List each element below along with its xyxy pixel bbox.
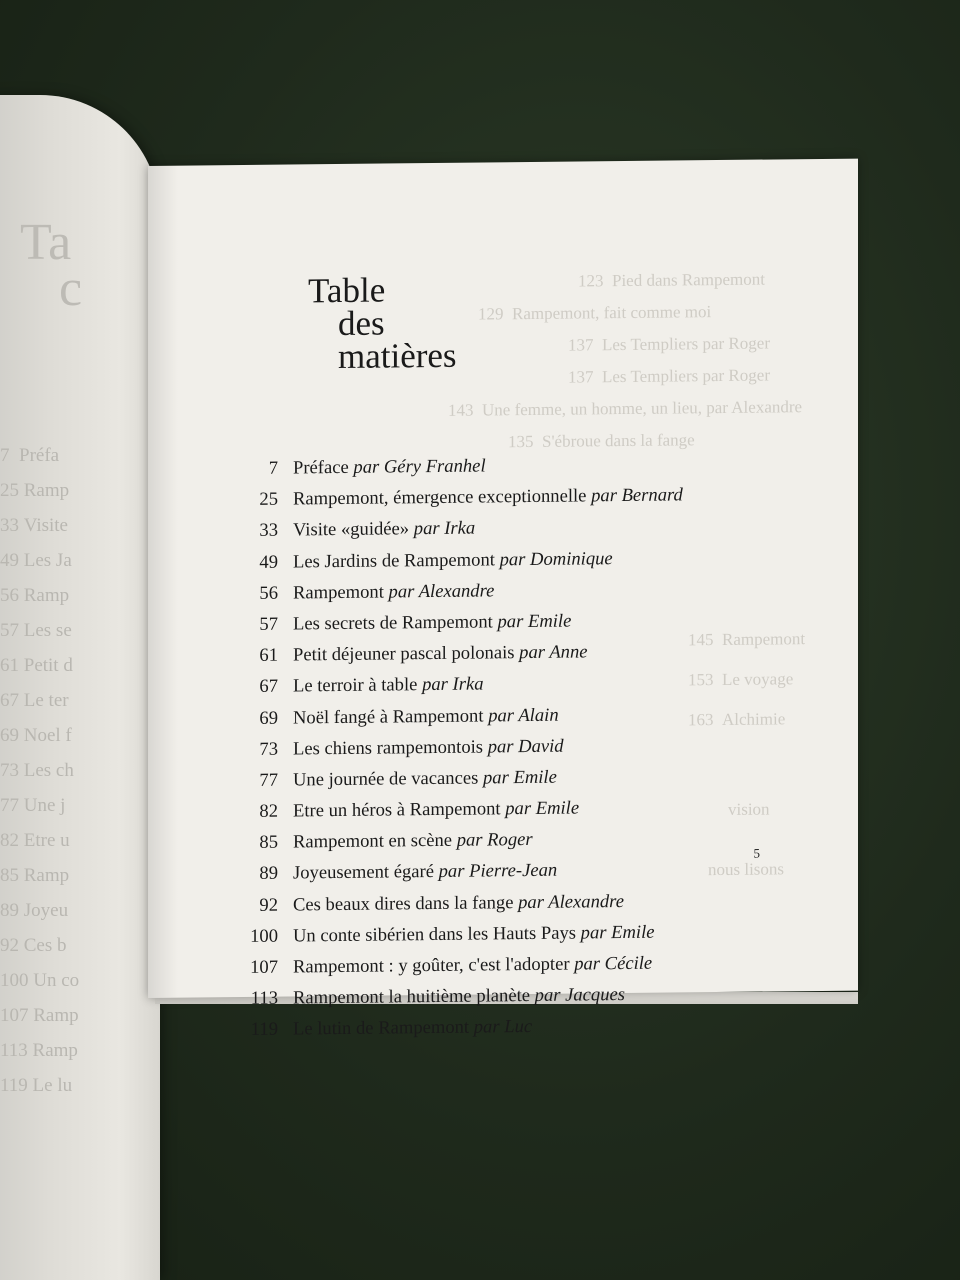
toc-entry-text [293,548,613,573]
toc-entry-page: 57 [259,613,278,635]
toc-entry-page: 61 [259,644,278,666]
toc-entry-page: 113 [250,987,278,1010]
toc-entry-author: par Géry Franhel [353,455,486,478]
toc-entry-title: Joyeusement égaré [293,861,434,884]
toc-entry-page: 89 [259,863,278,885]
toc-entry-text [293,891,624,916]
toc-entry-author: par Alain [488,704,559,726]
toc-entry-author: par Irka [413,517,476,540]
toc-entry-text [293,735,564,760]
toc-entry-text [293,984,625,1009]
toc-entry-title: Rampemont : y goûter, c'est l'adopter [293,953,570,978]
toc-entry-text [293,953,652,979]
toc-entry-text [293,860,557,885]
toc-entry-title: Un conte sibérien dans les Hauts Pays [293,922,576,947]
page-number: 5 [753,845,760,861]
toc-entry-text [293,518,475,542]
toc-entry-page: 7 [268,457,278,479]
toc-entry-text [293,455,486,479]
toc-entry-text [293,1016,532,1041]
toc-entry-title: Rampemont la huitième planète [293,985,530,1009]
toc-entry-page: 67 [259,675,278,698]
show-through-text: 123 Pied dans Rampemont 129 Rampemont, fait comme moi 137 Les Templiers par Roger 137 Les Templiers par Roger 143 Une femme, un homme, un lieu, par Alexandre 135 S'ébroue dans la fange 145 Rampemont 153 Le voyage 163 Alchimie vision nous lisons [448,269,806,880]
toc-entry-text [293,922,655,948]
toc-entry-author: par Roger [456,829,533,852]
toc-entry-text [293,611,571,636]
toc-entry-text [293,798,579,823]
toc-entry-text [293,580,494,604]
toc-entry-text [293,767,557,792]
toc-entry-title: Ces beaux dires dans la fange [293,891,514,916]
toc-entry-author: par Emile [482,766,557,789]
toc-entry-author: par Alexandre [518,890,624,913]
left-page-bleed-text: Ta c 7 Préfa 25 Ramp 33 Visite 49 Les Ja 56 Ramp 57 Les se 61 Petit d 67 Le ter 69 Noel f 73 Les ch 77 Une j 82 Etre u 85 Ramp 89 Joyeu 92 Ces b 100 Un co 107 Ramp 113 Ramp 119 Le lu [0,214,83,1096]
toc-entry-page: 25 [259,488,278,511]
toc-entry-title: Rampemont, émergence exceptionnelle [293,485,587,510]
toc-entry-page: 33 [259,520,278,542]
toc-title-line-2: des [338,303,385,344]
toc-entry-page: 82 [259,800,278,822]
toc-entry-title: Rampemont en scène [293,830,453,853]
toc-entry-author: par Luc [473,1016,533,1038]
toc-entry-page: 73 [259,738,278,760]
toc-entry-author: par Anne [519,641,588,664]
toc-entry-text [293,674,484,698]
toc-title-line-1: Table [308,270,386,311]
book-page [148,159,858,1041]
toc-entry-title: Petit déjeuner pascal polonais [293,642,515,666]
toc-entry-page: 92 [259,894,278,916]
toc-entry-page: 69 [259,707,278,729]
toc-entry-page: 107 [250,956,278,978]
toc-title [308,270,457,377]
toc-entry-author: par Emile [497,610,572,633]
toc-entry-page: 49 [259,551,278,573]
toc-entry-page: 77 [259,769,278,791]
toc-entry-text [293,704,559,729]
toc-entry-text [293,642,588,667]
toc-entry-author: par Irka [422,673,484,696]
toc-entry-page: 100 [250,925,278,947]
toc-title-line-3: matières [338,335,457,377]
toc-entry-title: Visite «guidée» [293,518,410,541]
toc-entry-author: par Jacques [534,984,626,1007]
toc-entry-author: par David [487,735,564,758]
toc-entry-page: 56 [259,582,278,604]
toc-entry-author: par Dominique [499,547,613,570]
toc-entry-title: Rampemont [293,581,384,604]
toc-entry-author: par Cécile [574,952,653,975]
toc-entry-author: par Emile [580,921,655,944]
facing-left-page [0,95,160,1280]
toc-entry-title: Préface [293,456,349,479]
toc-entry-title: Etre un héros à Rampemont [293,798,501,822]
toc-entry-author: par Alexandre [388,580,495,603]
toc-entry-text [293,829,533,854]
toc-entry-title: Noël fangé à Rampemont [293,704,484,728]
toc-entry-page: 85 [259,831,278,854]
toc-entry-author: par Emile [505,797,580,820]
toc-entry-title: Le terroir à table [293,674,418,697]
toc-entry-page: 119 [250,1019,278,1041]
toc-entry-title: Le lutin de Rampemont [293,1017,470,1040]
toc-entry-author: par Bernard [591,484,683,507]
toc-entry-title: Une journée de vacances [293,767,479,791]
toc-entry-title: Les secrets de Rampemont [293,611,493,635]
toc-entry-title: Les chiens rampemontois [293,736,484,760]
toc-entry-text [293,485,683,511]
toc-entry-author: par Pierre-Jean [438,860,558,883]
toc-entry-title: Les Jardins de Rampemont [293,548,495,573]
